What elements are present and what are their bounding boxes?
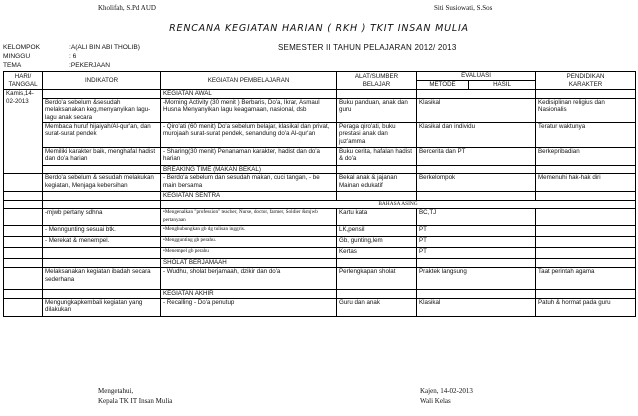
empty-cell	[43, 200, 161, 209]
karakter-cell	[536, 209, 636, 226]
table-row	[4, 298, 636, 316]
empty-cell	[4, 248, 43, 259]
karakter-cell: Kedisiplinan religius dan Nasionalis	[536, 98, 636, 122]
empty-cell	[536, 165, 636, 174]
metode-cell: Bercerita dan PT	[417, 147, 536, 165]
kegiatan-cell: •Mengenalkan "profession" teacher, Nurse, doctor, farmer, Soldier &mjwb pertanyaan	[161, 209, 337, 226]
alat-cell: Guru dan anak	[337, 298, 417, 316]
indikator-cell: - Merekat & menempel.	[43, 237, 161, 248]
footer-right-2: Wali Kelas	[420, 397, 451, 405]
empty-cell	[4, 267, 43, 289]
empty-cell	[536, 259, 636, 268]
day-tanggal: 02-2013	[6, 97, 29, 105]
kegiatan-cell: •Menggunting gb perahu.	[161, 237, 337, 248]
head-tanggal: TANGGAL	[8, 80, 38, 88]
semester-label: SEMESTER II TAHUN PELAJARAN 2012/ 2013	[278, 43, 457, 52]
table-row	[4, 248, 636, 259]
empty-cell	[337, 259, 417, 268]
meta-tema	[3, 61, 110, 70]
empty-cell	[536, 192, 636, 201]
metode-cell: Klasikal	[417, 98, 536, 122]
empty-cell	[4, 192, 43, 201]
meta-key: TEMA	[3, 62, 22, 69]
metode-cell: Berkelompok	[417, 174, 536, 192]
meta-key: MINGGU	[3, 53, 31, 60]
teacher-names	[0, 4, 638, 16]
table-row	[4, 174, 636, 192]
section-break: BREAKING TIME (MAKAN BEKAL)	[161, 165, 337, 174]
day-cell	[4, 90, 43, 174]
indikator-cell: Memiliki karakter baik, menghafal hadist dan do'a harian	[43, 147, 161, 165]
kegiatan-cell: - Berdo'a sebelum dan sesudah makan, cuci tangan, - be main bersama	[161, 174, 337, 192]
empty-cell	[337, 289, 417, 298]
section-bahasa-asing: BAHASA ASING	[161, 200, 636, 209]
alat-cell: Buku panduan, anak dan guru	[337, 98, 417, 122]
karakter-cell: Teratur waktunya	[536, 122, 636, 147]
section-akhir: KEGIATAN AKHIR	[161, 289, 337, 298]
indikator-cell: Mengungkapkembali kegiatan yang dilakukan	[43, 298, 161, 316]
empty-cell	[43, 192, 161, 201]
karakter-cell: Memenuhi hak-hak diri	[536, 174, 636, 192]
footer-right-1: Kajen, 14-02-2013	[420, 387, 473, 395]
meta-kelompok	[3, 43, 140, 52]
col-evaluasi: EVALUASI	[417, 72, 536, 81]
karakter-cell	[536, 248, 636, 259]
empty-cell	[417, 165, 536, 174]
document-title: RENCANA KEGIATAN HARIAN ( RKH ) TKIT INSAN MULIA	[169, 23, 469, 34]
empty-cell	[43, 289, 161, 298]
metode-cell: Praktek langsung	[417, 267, 536, 289]
indikator-cell: Berdo'a sebelum & sesudah melakukan kegiatan, Menjaga kebersihan	[43, 174, 161, 192]
table-row	[4, 237, 636, 248]
metode-cell: PT	[417, 226, 536, 237]
metode-cell: BC,TJ	[417, 209, 536, 226]
karakter-cell	[536, 226, 636, 237]
col-hari-tanggal	[4, 72, 43, 90]
meta-value: :PEKERJAAN	[69, 62, 111, 69]
indikator-cell: Berdo'a sebelum &sesudah melaksanakan keg,menyanyikan lagu-lagu anak secara	[43, 98, 161, 122]
empty-cell	[4, 200, 43, 209]
head-alat1: ALAT/SUMBER	[354, 72, 399, 80]
table-row	[4, 209, 636, 226]
empty-cell	[536, 289, 636, 298]
meta-value: : 6	[69, 53, 77, 60]
karakter-cell	[536, 237, 636, 248]
alat-cell: Peraga qiro'ati, buku prestasi anak dan juz'amma	[337, 122, 417, 147]
empty-cell	[337, 165, 417, 174]
head-alat2: BELAJAR	[362, 80, 391, 88]
alat-cell: Perlengkapan sholat	[337, 267, 417, 289]
section-sholat: SHOLAT BERJAMAAH	[161, 259, 337, 268]
karakter-cell: Berkepribadian	[536, 147, 636, 165]
table-row	[4, 147, 636, 165]
table-row	[4, 98, 636, 122]
empty-cell	[4, 237, 43, 248]
kegiatan-cell: - Wudhu, sholat berjamaah, dzikir dan do'a	[161, 267, 337, 289]
meta-key: KELOMPOK	[3, 44, 41, 51]
signature-footer	[0, 386, 638, 416]
alat-cell: Kartu kata	[337, 209, 417, 226]
teacher-right: Siti Susiowati, S.Sos	[434, 4, 493, 12]
empty-cell	[4, 259, 43, 268]
empty-cell	[417, 90, 536, 99]
head-hari: HARI/	[14, 72, 32, 80]
table-row	[4, 267, 636, 289]
alat-cell: Gb, gunting,lem	[337, 237, 417, 248]
meta-minggu	[3, 52, 76, 61]
teacher-left: Kholifah, S.Pd AUD	[98, 4, 156, 12]
empty-cell	[4, 298, 43, 316]
meta-value: :A(ALI BIN ABI THOLIB)	[69, 44, 140, 51]
empty-cell	[417, 259, 536, 268]
empty-cell	[536, 90, 636, 99]
empty-cell	[43, 165, 161, 174]
col-indikator: INDIKATOR	[43, 72, 161, 90]
indikator-cell: Melaksanakan kegiatan ibadah secara sederhana	[43, 267, 161, 289]
alat-cell: Kertas	[337, 248, 417, 259]
footer-left-2: Kepala TK IT Insan Mulia	[98, 397, 173, 405]
empty-cell	[43, 259, 161, 268]
section-sentra: KEGIATAN SENTRA	[161, 192, 337, 201]
kegiatan-cell: - Qiro'ati (60 menit) Do'a sebelum belajar, klasikal dan privat, murojaah surat-surat pendek, senandung do'a Al-qur'an	[161, 122, 337, 147]
col-alat	[337, 72, 417, 90]
alat-cell: Bekal anak & jajanan Mainan edukatif	[337, 174, 417, 192]
indikator-cell: -mjwb pertany sdhna	[43, 209, 161, 226]
section-awal: KEGIATAN AWAL	[161, 90, 337, 99]
table-row	[4, 226, 636, 237]
metode-cell: Klasikal dan individu	[417, 122, 536, 147]
kegiatan-cell: •Menghubungkan gb dg tulisan inggris.	[161, 226, 337, 237]
empty-cell	[337, 90, 417, 99]
empty-cell	[4, 209, 43, 226]
alat-cell: Buku cerita, hafalan hadist & do'a	[337, 147, 417, 165]
kegiatan-cell: - Sharing(30 menit) Penanaman karakter, hadist dan do'a harian	[161, 147, 337, 165]
head-pend2: KARAKTER	[568, 80, 603, 88]
rkh-table	[3, 71, 636, 317]
col-pendidikan	[536, 72, 636, 90]
day-hari: Kamis,14-	[6, 90, 34, 97]
head-pend1: PENDIDIKAN	[566, 72, 605, 80]
indikator-cell: Membaca huruf hijaiyah/Al-qur'an, dan surat-surat pendek	[43, 122, 161, 147]
metode-cell: Klasikal	[417, 298, 536, 316]
kegiatan-cell: - Recalling - Do'a penutup	[161, 298, 337, 316]
empty-cell	[337, 192, 417, 201]
alat-cell: LK,pensil	[337, 226, 417, 237]
table-row	[4, 122, 636, 147]
kegiatan-cell: •Menempel gb perahu	[161, 248, 337, 259]
footer-left-1: Mengetahui,	[98, 387, 134, 395]
indikator-cell	[43, 248, 161, 259]
col-metode: METODE	[417, 81, 469, 90]
karakter-cell: Patuh & hormat pada guru	[536, 298, 636, 316]
empty-cell	[4, 226, 43, 237]
col-kegiatan: KEGIATAN PEMBELAJARAN	[161, 72, 337, 90]
indikator-cell: - Menngunting sesuai btk.	[43, 226, 161, 237]
empty-cell	[43, 90, 161, 99]
col-hasil: HASIL	[469, 81, 536, 90]
empty-cell	[4, 289, 43, 298]
karakter-cell: Taat perintah agama	[536, 267, 636, 289]
kegiatan-cell: -Morning Activity (30 menit ) Berbaris, Do'a, Ikrar, Asmaul Husna Menyanyikan lagu keagamaan, nasional, dsb	[161, 98, 337, 122]
empty-cell	[4, 174, 43, 192]
empty-cell	[417, 192, 536, 201]
metode-cell: PT	[417, 237, 536, 248]
empty-cell	[417, 289, 536, 298]
metode-cell: PT	[417, 248, 536, 259]
